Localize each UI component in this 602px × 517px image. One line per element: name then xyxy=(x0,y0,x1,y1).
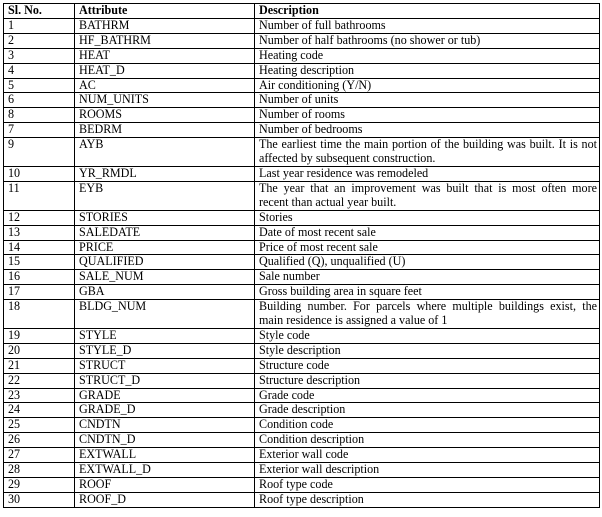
cell-attribute: EXTWALL_D xyxy=(75,463,255,478)
cell-attribute: SALE_NUM xyxy=(75,270,255,285)
cell-sl-no: 3 xyxy=(4,48,75,63)
table-row xyxy=(4,181,600,210)
cell-attribute: SALEDATE xyxy=(75,225,255,240)
cell-description: The earliest time the main portion of the building was built. It is not affected by subsequent construction. xyxy=(255,138,600,167)
table-body xyxy=(4,18,600,507)
cell-description: Date of most recent sale xyxy=(255,225,600,240)
table-row xyxy=(4,433,600,448)
cell-description: Condition description xyxy=(255,433,600,448)
cell-attribute: GRADE_D xyxy=(75,403,255,418)
cell-description: Stories xyxy=(255,210,600,225)
cell-description: Grade description xyxy=(255,403,600,418)
cell-sl-no: 29 xyxy=(4,478,75,493)
table-row xyxy=(4,93,600,108)
cell-sl-no: 30 xyxy=(4,492,75,507)
attribute-table xyxy=(3,3,600,508)
table-row xyxy=(4,255,600,270)
cell-sl-no: 9 xyxy=(4,138,75,167)
cell-description: Number of rooms xyxy=(255,108,600,123)
cell-sl-no: 24 xyxy=(4,403,75,418)
cell-sl-no: 10 xyxy=(4,166,75,181)
table-row xyxy=(4,343,600,358)
cell-description: Heating description xyxy=(255,63,600,78)
cell-sl-no: 28 xyxy=(4,463,75,478)
table-row xyxy=(4,138,600,167)
cell-attribute: BATHRM xyxy=(75,18,255,33)
table-row xyxy=(4,123,600,138)
cell-attribute: CNDTN xyxy=(75,418,255,433)
cell-description: Sale number xyxy=(255,270,600,285)
table-row xyxy=(4,63,600,78)
cell-description: Number of half bathrooms (no shower or tub) xyxy=(255,33,600,48)
cell-description: Structure description xyxy=(255,373,600,388)
cell-sl-no: 21 xyxy=(4,358,75,373)
table-row xyxy=(4,388,600,403)
cell-description: Style code xyxy=(255,328,600,343)
cell-attribute: HEAT_D xyxy=(75,63,255,78)
table-row xyxy=(4,33,600,48)
cell-sl-no: 23 xyxy=(4,388,75,403)
cell-description: Heating code xyxy=(255,48,600,63)
cell-sl-no: 7 xyxy=(4,123,75,138)
cell-attribute: GRADE xyxy=(75,388,255,403)
table-row xyxy=(4,300,600,329)
cell-sl-no: 22 xyxy=(4,373,75,388)
cell-description: Structure code xyxy=(255,358,600,373)
cell-description: Roof type description xyxy=(255,492,600,507)
table-row xyxy=(4,418,600,433)
table-row xyxy=(4,225,600,240)
cell-attribute: ROOF_D xyxy=(75,492,255,507)
cell-description: Condition code xyxy=(255,418,600,433)
cell-attribute: ROOMS xyxy=(75,108,255,123)
cell-attribute: EYB xyxy=(75,181,255,210)
table-row xyxy=(4,240,600,255)
cell-sl-no: 26 xyxy=(4,433,75,448)
table-row xyxy=(4,358,600,373)
cell-sl-no: 4 xyxy=(4,63,75,78)
cell-attribute: GBA xyxy=(75,285,255,300)
cell-description: Grade code xyxy=(255,388,600,403)
cell-attribute: CNDTN_D xyxy=(75,433,255,448)
cell-description: Building number. For parcels where multiple buildings exist, the main residence is assigned a value of 1 xyxy=(255,300,600,329)
cell-sl-no: 11 xyxy=(4,181,75,210)
cell-description: The year that an improvement was built that is most often more recent than actual year built. xyxy=(255,181,600,210)
cell-sl-no: 12 xyxy=(4,210,75,225)
cell-description: Qualified (Q), unqualified (U) xyxy=(255,255,600,270)
table-row xyxy=(4,463,600,478)
cell-description: Gross building area in square feet xyxy=(255,285,600,300)
table-row xyxy=(4,166,600,181)
cell-attribute: EXTWALL xyxy=(75,448,255,463)
cell-attribute: STYLE xyxy=(75,328,255,343)
cell-attribute: QUALIFIED xyxy=(75,255,255,270)
cell-description: Price of most recent sale xyxy=(255,240,600,255)
cell-description: Roof type code xyxy=(255,478,600,493)
table-row xyxy=(4,373,600,388)
cell-attribute: AC xyxy=(75,78,255,93)
cell-description: Number of bedrooms xyxy=(255,123,600,138)
cell-sl-no: 2 xyxy=(4,33,75,48)
cell-attribute: PRICE xyxy=(75,240,255,255)
cell-description: Exterior wall code xyxy=(255,448,600,463)
header-description: Description xyxy=(255,4,600,19)
table-row xyxy=(4,492,600,507)
table-row xyxy=(4,78,600,93)
cell-attribute: STRUCT xyxy=(75,358,255,373)
cell-sl-no: 16 xyxy=(4,270,75,285)
table-row xyxy=(4,48,600,63)
cell-attribute: ROOF xyxy=(75,478,255,493)
cell-attribute: STYLE_D xyxy=(75,343,255,358)
cell-sl-no: 19 xyxy=(4,328,75,343)
table-row xyxy=(4,448,600,463)
cell-sl-no: 17 xyxy=(4,285,75,300)
cell-sl-no: 20 xyxy=(4,343,75,358)
cell-attribute: BLDG_NUM xyxy=(75,300,255,329)
cell-description: Number of units xyxy=(255,93,600,108)
table-row xyxy=(4,270,600,285)
cell-sl-no: 13 xyxy=(4,225,75,240)
cell-sl-no: 15 xyxy=(4,255,75,270)
header-attribute: Attribute xyxy=(75,4,255,19)
header-sl-no: Sl. No. xyxy=(4,4,75,19)
table-row xyxy=(4,478,600,493)
cell-attribute: BEDRM xyxy=(75,123,255,138)
cell-sl-no: 25 xyxy=(4,418,75,433)
cell-sl-no: 18 xyxy=(4,300,75,329)
table-row xyxy=(4,403,600,418)
cell-sl-no: 14 xyxy=(4,240,75,255)
cell-description: Style description xyxy=(255,343,600,358)
cell-attribute: STORIES xyxy=(75,210,255,225)
cell-description: Last year residence was remodeled xyxy=(255,166,600,181)
cell-description: Air conditioning (Y/N) xyxy=(255,78,600,93)
table-row xyxy=(4,328,600,343)
cell-attribute: YR_RMDL xyxy=(75,166,255,181)
table-row xyxy=(4,18,600,33)
cell-description: Exterior wall description xyxy=(255,463,600,478)
cell-sl-no: 5 xyxy=(4,78,75,93)
cell-attribute: NUM_UNITS xyxy=(75,93,255,108)
cell-description: Number of full bathrooms xyxy=(255,18,600,33)
table-row xyxy=(4,285,600,300)
table-header-row xyxy=(4,4,600,19)
cell-attribute: HF_BATHRM xyxy=(75,33,255,48)
cell-attribute: STRUCT_D xyxy=(75,373,255,388)
cell-attribute: HEAT xyxy=(75,48,255,63)
cell-sl-no: 1 xyxy=(4,18,75,33)
table-row xyxy=(4,210,600,225)
cell-sl-no: 8 xyxy=(4,108,75,123)
cell-sl-no: 27 xyxy=(4,448,75,463)
table-row xyxy=(4,108,600,123)
cell-attribute: AYB xyxy=(75,138,255,167)
cell-sl-no: 6 xyxy=(4,93,75,108)
